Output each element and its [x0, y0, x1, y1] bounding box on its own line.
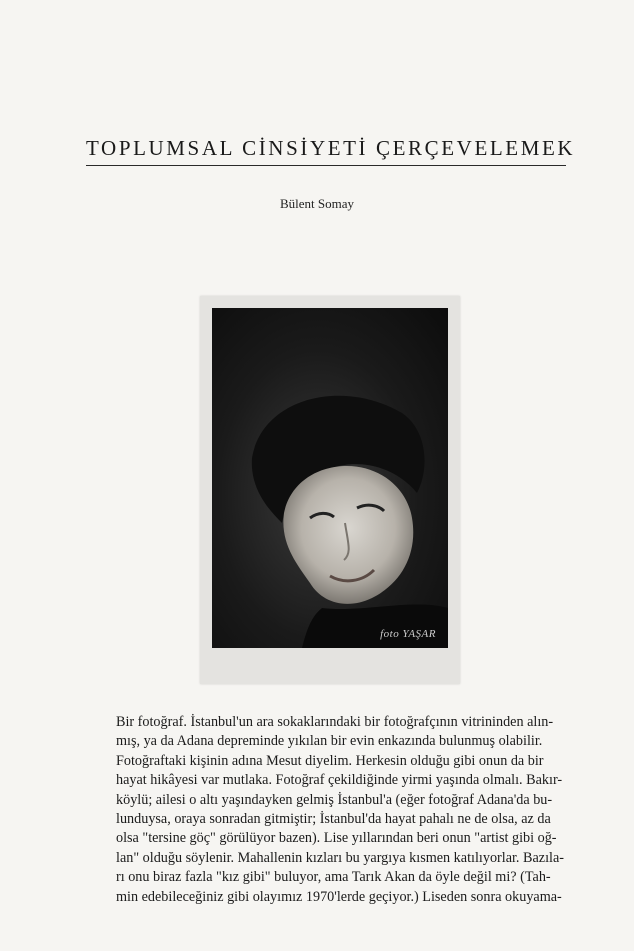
body-line: mış, ya da Adana depreminde yıkılan bir evin enkazında bulunmuş olabilir.	[116, 733, 543, 750]
body-line: rı onu biraz fazla "kız gibi" buluyor, ama Tarık Akan da öyle değil mi? (Tah-	[116, 869, 551, 886]
body-line: köylü; ailesi o altı yaşındayken gelmiş İstanbul'a (eğer fotoğraf Adana'da bu-	[116, 791, 553, 808]
author-name: Bülent Somay	[279, 196, 355, 211]
studio-stamp: foto YAŞAR	[380, 628, 436, 640]
body-line: min edebileceğiniz gibi olayımız 1970'lerde geçiyor.) Liseden sonra okuyama-	[116, 888, 562, 905]
portrait-photo	[200, 296, 460, 684]
body-line: lunduysa, oraya sonradan gitmiştir; İstanbul'da hayat pahalı ne de olsa, az da	[116, 811, 551, 828]
body-line: Bir fotoğraf. İstanbul'un ara sokaklarındaki bir fotoğrafçının vitrininden alın-	[116, 714, 554, 730]
body-line: hayat hikâyesi var mutlaka. Fotoğraf çekildiğinde yirmi yaşında olmalı. Bakır-	[116, 772, 563, 789]
portrait-image	[212, 308, 448, 648]
body-line: lan" olduğu söylenir. Mahallenin kızları bu yargıya kısmen katılıyorlar. Bazıla-	[116, 849, 564, 866]
body-line: olsa "tersine göç" görülüyor bazen). Lise yıllarından beri onun "artist gibi oğ-	[116, 830, 557, 847]
article-title: TOPLUMSAL CİNSİYETİ ÇERÇEVELEMEK	[86, 136, 576, 160]
title-rule	[86, 165, 566, 166]
article-body	[116, 713, 566, 907]
body-line: Fotoğraftaki kişinin adına Mesut diyelim. Herkesin olduğu gibi onun da bir	[116, 752, 544, 769]
portrait-illustration	[212, 308, 448, 648]
